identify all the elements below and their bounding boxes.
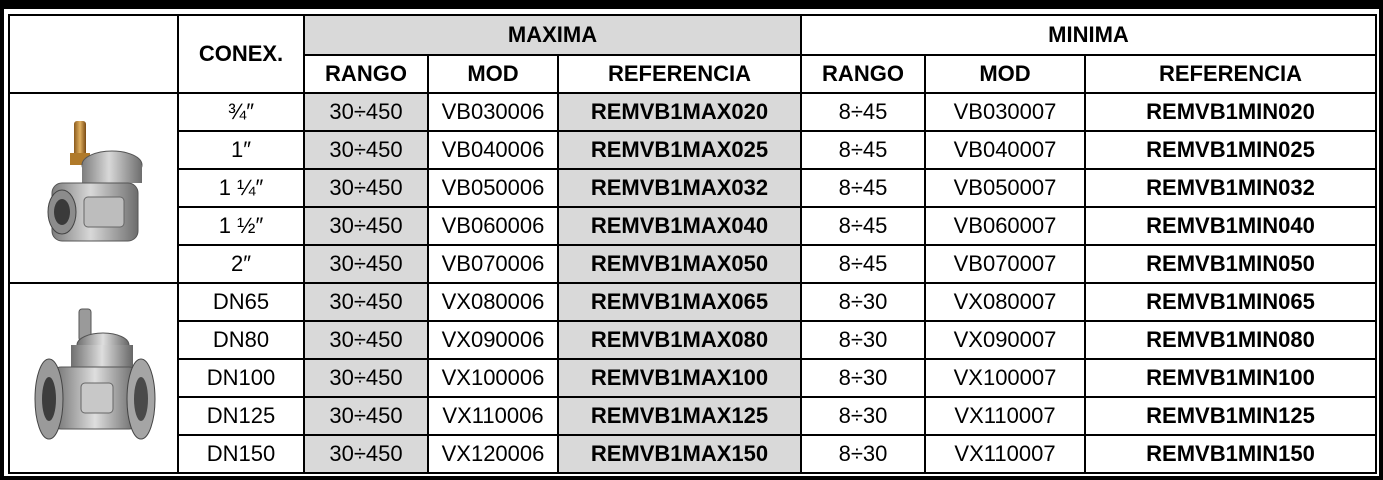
max-mod-cell: VX080006	[428, 283, 558, 321]
min-referencia-header: REFERENCIA	[1085, 55, 1376, 93]
valve-spec-table	[8, 14, 1377, 474]
maxima-header: MAXIMA	[304, 15, 801, 55]
max-referencia-cell: REMVB1MAX150	[558, 435, 801, 473]
max-rango-header: RANGO	[304, 55, 428, 93]
max-referencia-cell: REMVB1MAX080	[558, 321, 801, 359]
conex-cell: DN80	[178, 321, 304, 359]
max-referencia-cell: REMVB1MAX025	[558, 131, 801, 169]
min-referencia-cell: REMVB1MIN032	[1085, 169, 1376, 207]
conex-cell: ¾″	[178, 93, 304, 131]
min-mod-header: MOD	[925, 55, 1085, 93]
image-header-cell	[9, 15, 178, 93]
min-referencia-cell: REMVB1MIN125	[1085, 397, 1376, 435]
conex-cell: 1″	[178, 131, 304, 169]
max-mod-cell: VB030006	[428, 93, 558, 131]
min-mod-cell: VB030007	[925, 93, 1085, 131]
max-rango-cell: 30÷450	[304, 435, 428, 473]
min-rango-cell: 8÷30	[801, 359, 925, 397]
table-row	[9, 359, 1376, 397]
table-row	[9, 397, 1376, 435]
min-mod-cell: VB070007	[925, 245, 1085, 283]
max-rango-cell: 30÷450	[304, 321, 428, 359]
conex-cell: 1 ½″	[178, 207, 304, 245]
max-rango-cell: 30÷450	[304, 397, 428, 435]
max-rango-cell: 30÷450	[304, 93, 428, 131]
max-mod-header: MOD	[428, 55, 558, 93]
max-mod-cell: VX120006	[428, 435, 558, 473]
max-rango-cell: 30÷450	[304, 245, 428, 283]
min-referencia-cell: REMVB1MIN150	[1085, 435, 1376, 473]
max-mod-cell: VB070006	[428, 245, 558, 283]
max-referencia-cell: REMVB1MAX100	[558, 359, 801, 397]
table-row	[9, 131, 1376, 169]
min-rango-cell: 8÷30	[801, 321, 925, 359]
min-rango-cell: 8÷45	[801, 131, 925, 169]
max-referencia-cell: REMVB1MAX040	[558, 207, 801, 245]
table-row	[9, 283, 1376, 321]
min-rango-cell: 8÷30	[801, 435, 925, 473]
max-rango-cell: 30÷450	[304, 169, 428, 207]
max-mod-cell: VX110006	[428, 397, 558, 435]
min-rango-cell: 8÷30	[801, 397, 925, 435]
max-mod-cell: VB060006	[428, 207, 558, 245]
min-rango-cell: 8÷45	[801, 245, 925, 283]
conex-header: CONEX.	[178, 15, 304, 93]
max-rango-cell: 30÷450	[304, 283, 428, 321]
conex-cell: DN65	[178, 283, 304, 321]
max-rango-cell: 30÷450	[304, 131, 428, 169]
table-row	[9, 245, 1376, 283]
min-mod-cell: VB060007	[925, 207, 1085, 245]
threaded-gas-valve-photo	[34, 113, 154, 263]
min-mod-cell: VX110007	[925, 435, 1085, 473]
min-rango-cell: 8÷45	[801, 93, 925, 131]
table-row	[9, 207, 1376, 245]
min-mod-cell: VB050007	[925, 169, 1085, 207]
min-mod-cell: VX080007	[925, 283, 1085, 321]
conex-cell: DN125	[178, 397, 304, 435]
max-mod-cell: VX100006	[428, 359, 558, 397]
table-row	[9, 93, 1376, 131]
min-referencia-cell: REMVB1MIN100	[1085, 359, 1376, 397]
minima-header: MINIMA	[801, 15, 1376, 55]
min-referencia-cell: REMVB1MIN065	[1085, 283, 1376, 321]
min-mod-cell: VX110007	[925, 397, 1085, 435]
max-referencia-cell: REMVB1MAX032	[558, 169, 801, 207]
min-mod-cell: VX090007	[925, 321, 1085, 359]
min-rango-cell: 8÷45	[801, 169, 925, 207]
max-referencia-cell: REMVB1MAX020	[558, 93, 801, 131]
table-row	[9, 435, 1376, 473]
product-image-cell	[9, 283, 178, 473]
product-image-cell	[9, 93, 178, 283]
max-mod-cell: VX090006	[428, 321, 558, 359]
flanged-gas-valve-photo	[29, 303, 159, 453]
min-referencia-cell: REMVB1MIN080	[1085, 321, 1376, 359]
min-rango-cell: 8÷30	[801, 283, 925, 321]
max-referencia-cell: REMVB1MAX125	[558, 397, 801, 435]
max-referencia-header: REFERENCIA	[558, 55, 801, 93]
max-mod-cell: VB040006	[428, 131, 558, 169]
table-row	[9, 169, 1376, 207]
min-referencia-cell: REMVB1MIN040	[1085, 207, 1376, 245]
min-rango-cell: 8÷45	[801, 207, 925, 245]
conex-cell: DN100	[178, 359, 304, 397]
conex-cell: 1 ¼″	[178, 169, 304, 207]
max-rango-cell: 30÷450	[304, 207, 428, 245]
min-referencia-cell: REMVB1MIN025	[1085, 131, 1376, 169]
min-referencia-cell: REMVB1MIN020	[1085, 93, 1376, 131]
conex-cell: DN150	[178, 435, 304, 473]
min-mod-cell: VX100007	[925, 359, 1085, 397]
max-referencia-cell: REMVB1MAX050	[558, 245, 801, 283]
min-mod-cell: VB040007	[925, 131, 1085, 169]
min-rango-header: RANGO	[801, 55, 925, 93]
max-mod-cell: VB050006	[428, 169, 558, 207]
table-row	[9, 321, 1376, 359]
max-referencia-cell: REMVB1MAX065	[558, 283, 801, 321]
min-referencia-cell: REMVB1MIN050	[1085, 245, 1376, 283]
max-rango-cell: 30÷450	[304, 359, 428, 397]
conex-cell: 2″	[178, 245, 304, 283]
